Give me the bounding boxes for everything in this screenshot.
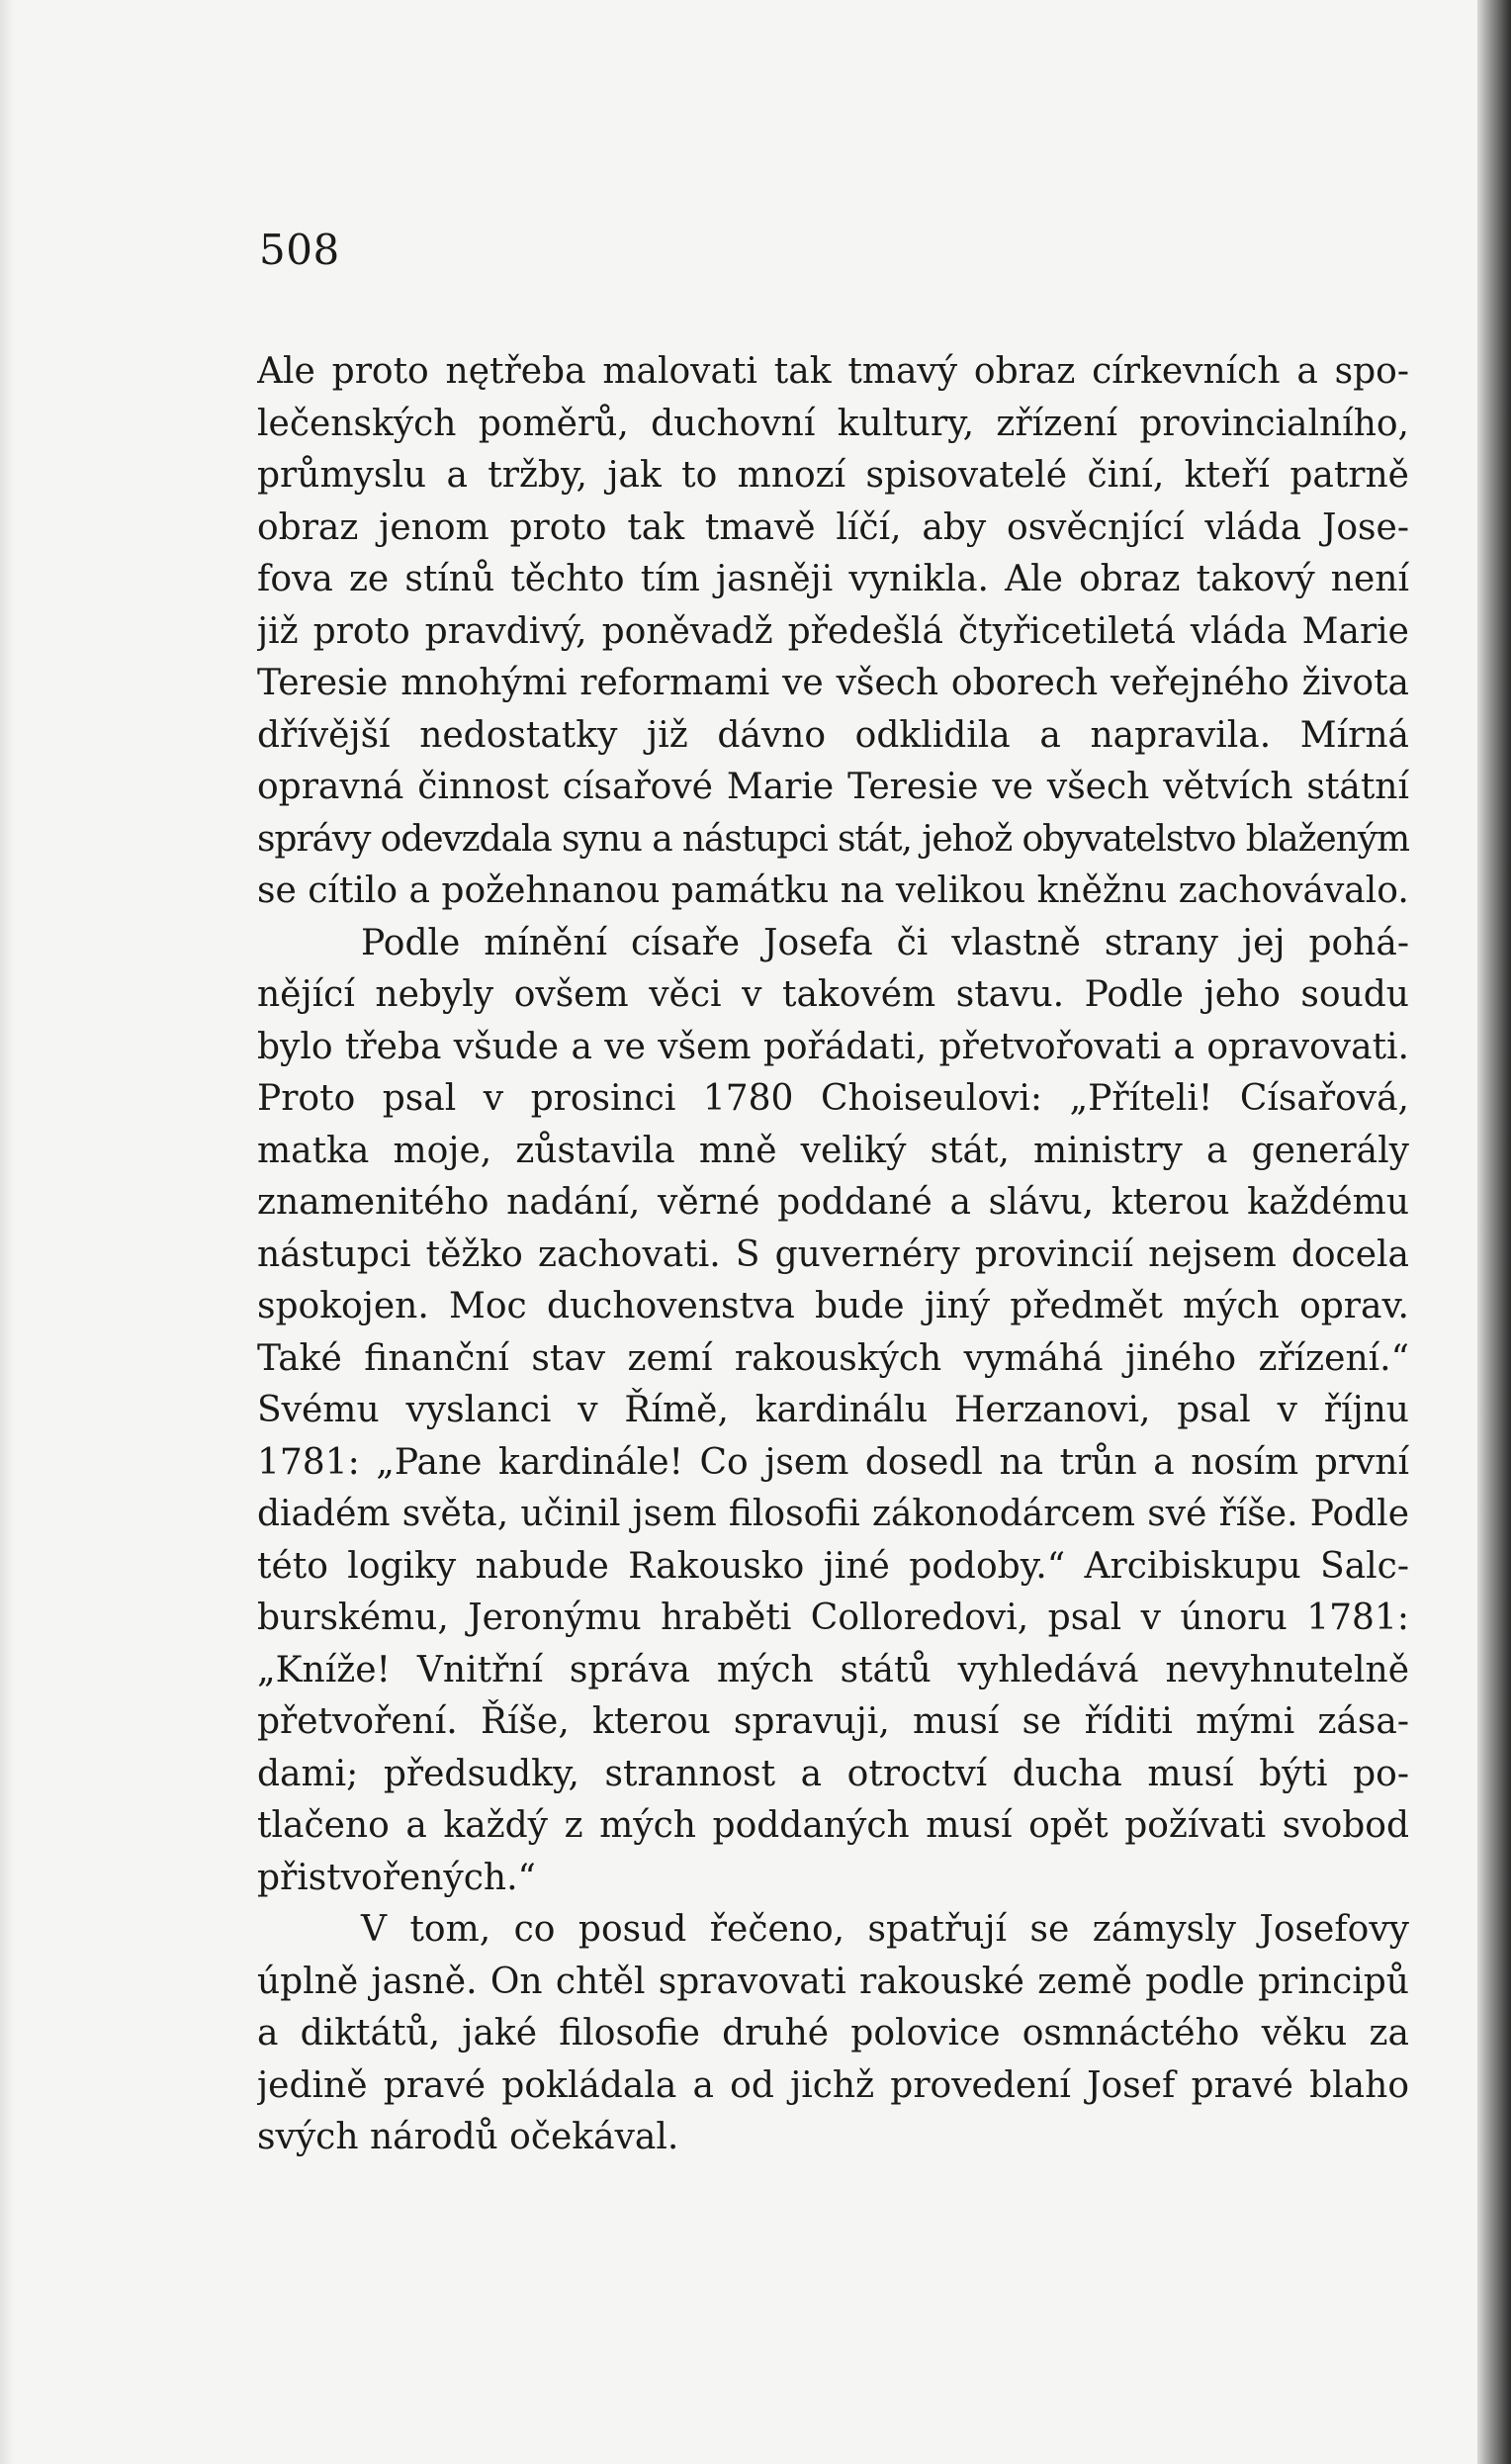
text-line: přistvořených.“ [257,1857,536,1898]
text-line: se cítilo a požehnanou památku na velikou kněžnu zachovávalo. [257,870,1409,911]
text-line: opravná činnost císařové Marie Teresie ve všech větvích státní [257,767,1409,807]
text-line: úplně jasně. On chtěl spravovati rakouské země podle principů [257,1961,1409,2002]
text-line: Také finanční stav zemí rakouských vymáhá jiného zřízení.“ [257,1337,1409,1379]
text-line: a diktátů, jaké filosofie druhé polovice osmnáctého věku za [257,2013,1409,2053]
text-line: bylo třeba všude a ve všem pořádati, přetvořovati a opravovati. [257,1026,1409,1067]
text-line: dřívější nedostatky již dávno odklidila a napravila. Mírná [257,714,1409,756]
text-line: Ale proto nętřeba malovati tak tmavý obraz církevních a spo- [257,351,1409,392]
text-line: Podle mínění císaře Josefa či vlastně strany jej pohá- [361,922,1409,963]
text-line: V tom, co posud řečeno, spatřují se zámysly Josefovy [361,1909,1409,1950]
text-line: Teresie mnohými reformami ve všech oborech veřejného života [257,663,1409,703]
text-line: již proto pravdivý, poněvadž předešlá čtyřicetiletá vláda Marie [257,610,1409,652]
text-line: správy odevzdala synu a nástupci stát, jehož obyvatelstvo blaženým [257,818,1409,860]
body-text [257,346,1409,2164]
text-line: obraz jenom proto tak tmavě líčí, aby osvěcnjící vláda Jose- [257,506,1409,548]
text-line: nějící nebyly ovšem věci v takovém stavu. Podle jeho soudu [257,974,1409,1015]
page-left-shadow [0,0,14,2464]
text-line: 1781: „Pane kardinále! Co jsem dosedl na trůn a nosím první [257,1441,1409,1483]
text-line: Svému vyslanci v Římě, kardinálu Herzanovi, psal v říjnu [257,1390,1409,1430]
text-line: znamenitého nadání, věrné poddané a slávu, kterou každému [257,1182,1409,1223]
text-line: diadém světa, učinil jsem filosofii zákonodárcem své říše. Podle [257,1494,1409,1534]
text-line: spokojen. Moc duchovenstva bude jiný předmět mých oprav. [257,1286,1409,1326]
text-line: burskému, Jeronýmu hraběti Colloredovi, psal v únoru 1781: [257,1597,1409,1638]
page-binding-shadow [1477,0,1511,2464]
text-line: jedině pravé pokládala a od jichž provedení Josef pravé blaho [257,2064,1409,2106]
text-line: přetvoření. Říše, kterou spravuji, musí se říditi mými zása- [257,1701,1409,1742]
text-line: fova ze stínů těchto tím jasněji vynikla. Ale obraz takový není [257,559,1409,599]
text-line: Proto psal v prosinci 1780 Choiseulovi: „Příteli! Císařová, [257,1078,1409,1119]
text-line: nástupci těžko zachovati. S guvernéry provincií nejsem docela [257,1233,1409,1275]
text-line: průmyslu a tržby, jak to mnozí spisovatelé činí, kteří patrně [257,455,1409,496]
text-line: tlačeno a každý z mých poddaných musí opět požívati svobod [257,1805,1409,1846]
text-line: dami; předsudky, strannost a otroctví ducha musí býti po- [257,1753,1409,1794]
text-line: matka moje, zůstavila mně veliký stát, ministry a generály [257,1130,1409,1171]
text-line: lečenských poměrů, duchovní kultury, zřízení provincialního, [257,403,1409,444]
page-number: 508 [259,226,340,274]
text-line: této logiky nabude Rakousko jiné podoby.“ Arcibiskupu Salc- [257,1545,1409,1587]
text-line: svých národů očekával. [257,2117,679,2157]
text-line: „Kníže! Vnitřní správa mých států vyhledává nevyhnutelně [257,1649,1409,1690]
